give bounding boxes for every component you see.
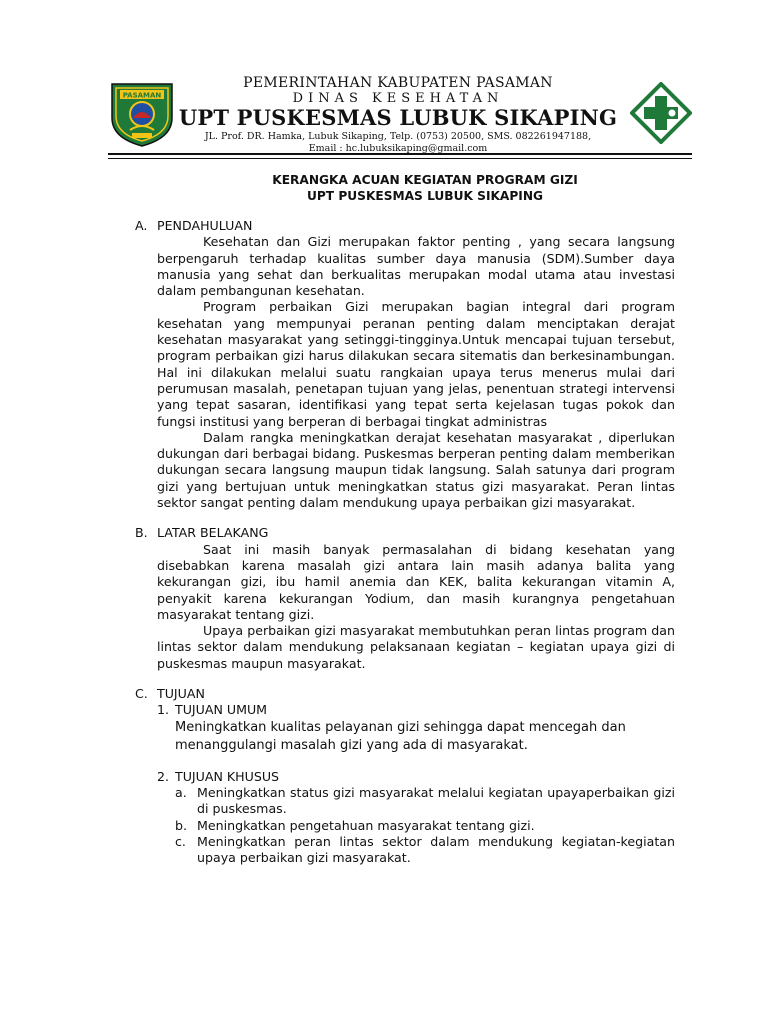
list-item — [175, 785, 675, 818]
section-c-heading — [135, 686, 675, 702]
subsection-number: 2. — [157, 768, 170, 784]
list-item-text: Meningkatkan peran lintas sektor dalam mendukung kegiatan-kegiatan upaya perbaikan gizi masyarakat. — [197, 833, 675, 866]
section-letter: A. — [135, 218, 148, 233]
paragraph: Program perbaikan Gizi merupakan bagian integral dari program kesehatan yang mempunyai peranan penting dalam menciptakan derajat kesehatan masyarakat yang setinggi-tingginya.Untuk mencapai tujuan tersebut, program perbaikan gizi harus dilakukan secara sitematis dan berkesinambungan. Hal ini dilakukan melalui suatu rangkaian upaya terus menerus mulai dari perumusan masalah, penetapan tujuan yang jelas, penentuan strategi intervensi yang tepat sasaran, identifikasi yang tepat serta kejelasan tugas pokok dan fungsi institusi yang berperan di berbagai tingkat administras — [157, 299, 675, 429]
doc-title-2: UPT PUSKESMAS LUBUK SIKAPING — [306, 189, 544, 203]
list-item — [175, 818, 675, 834]
subsection-title: TUJUAN KHUSUS — [175, 768, 280, 784]
paragraph: Kesehatan dan Gizi merupakan faktor penting , yang secara langsung berpengaruh terhadap kualitas sumber daya manusia (SDM).Sumber daya manusia yang sehat dan berkualitas merupakan modal utama atau investasi dalam pembangunan kesehatan. — [157, 234, 675, 299]
section-a-heading — [135, 218, 675, 234]
subsection-heading — [157, 702, 675, 718]
document-body — [135, 172, 675, 866]
letterhead-institution: UPT PUSKESMAS LUBUK SIKAPING — [178, 105, 618, 130]
section-letter: C. — [135, 686, 148, 702]
general-objective-text: Meningkatkan kualitas pelayanan gizi sehingga dapat mencegah dan menanggulangi masalah gizi yang ada di masyarakat. — [175, 719, 626, 753]
letterhead-government: PEMERINTAHAN KABUPATEN PASAMAN — [243, 75, 553, 91]
section-title: TUJUAN — [157, 686, 205, 702]
list-item-label: a. — [175, 784, 187, 800]
list-item — [175, 834, 675, 867]
paragraph: Upaya perbaikan gizi masyarakat membutuhkan peran lintas program dan lintas sektor dalam mendukung pelaksanaan kegiatan – kegiatan upaya gizi di puskesmas maupun masyarakat. — [157, 623, 675, 671]
puskesmas-cross-icon — [630, 82, 692, 144]
letterhead-rule-thick — [108, 153, 692, 155]
letterhead-email: Email : hc.lubuksikaping@gmail.com — [308, 143, 488, 154]
svg-text:PASAMAN: PASAMAN — [122, 91, 162, 100]
letterhead-rule-thin — [108, 158, 692, 159]
paragraph: Dalam rangka meningkatkan derajat kesehatan masyarakat , diperlukan dukungan dari berbagai bidang. Puskesmas berperan penting dalam memberikan dukungan secara langsung maupun tidak langsung. Salah satunya dari program gizi yang bertujuan untuk meningkatkan status gizi masyarakat. Peran lintas sektor sangat penting dalam mendukung upaya perbaikan gizi masyarakat. — [157, 429, 675, 511]
section-letter: B. — [135, 525, 148, 541]
subsection-number: 1. — [157, 702, 170, 718]
list-item-text: Meningkatkan status gizi masyarakat melalui kegiatan upayaperbaikan gizi di puskesmas. — [197, 784, 675, 817]
list-item-label: c. — [175, 833, 186, 849]
section-title: PENDAHULUAN — [157, 218, 253, 233]
list-item-text: Meningkatkan pengetahuan masyarakat tentang gizi. — [197, 817, 535, 833]
subsection-heading — [157, 769, 675, 785]
paragraph: Saat ini masih banyak permasalahan di bidang kesehatan yang disebabkan karena masalah gizi antara lain masih adanya balita yang kekurangan gizi, ibu hamil anemia dan KEK, balita kekurangan vitamin A, penyakit karena kekurangan Yodium, dan masih kurangnya pengetahuan masyarakat tentang gizi. — [157, 541, 675, 622]
letterhead-address: JL. Prof. DR. Hamka, Lubuk Sikaping, Telp. (0753) 20500, SMS. 082261947188, — [204, 131, 592, 142]
section-title: LATAR BELAKANG — [157, 525, 269, 541]
pasaman-regency-emblem-icon — [108, 78, 176, 148]
letterhead — [108, 72, 692, 156]
subsection-title: TUJUAN UMUM — [175, 702, 268, 718]
doc-title-1: KERANGKA ACUAN KEGIATAN PROGRAM GIZI — [272, 173, 578, 187]
letterhead-department: DINAS KESEHATAN — [292, 91, 504, 106]
section-b-heading — [135, 525, 675, 541]
list-item-label: b. — [175, 817, 187, 833]
